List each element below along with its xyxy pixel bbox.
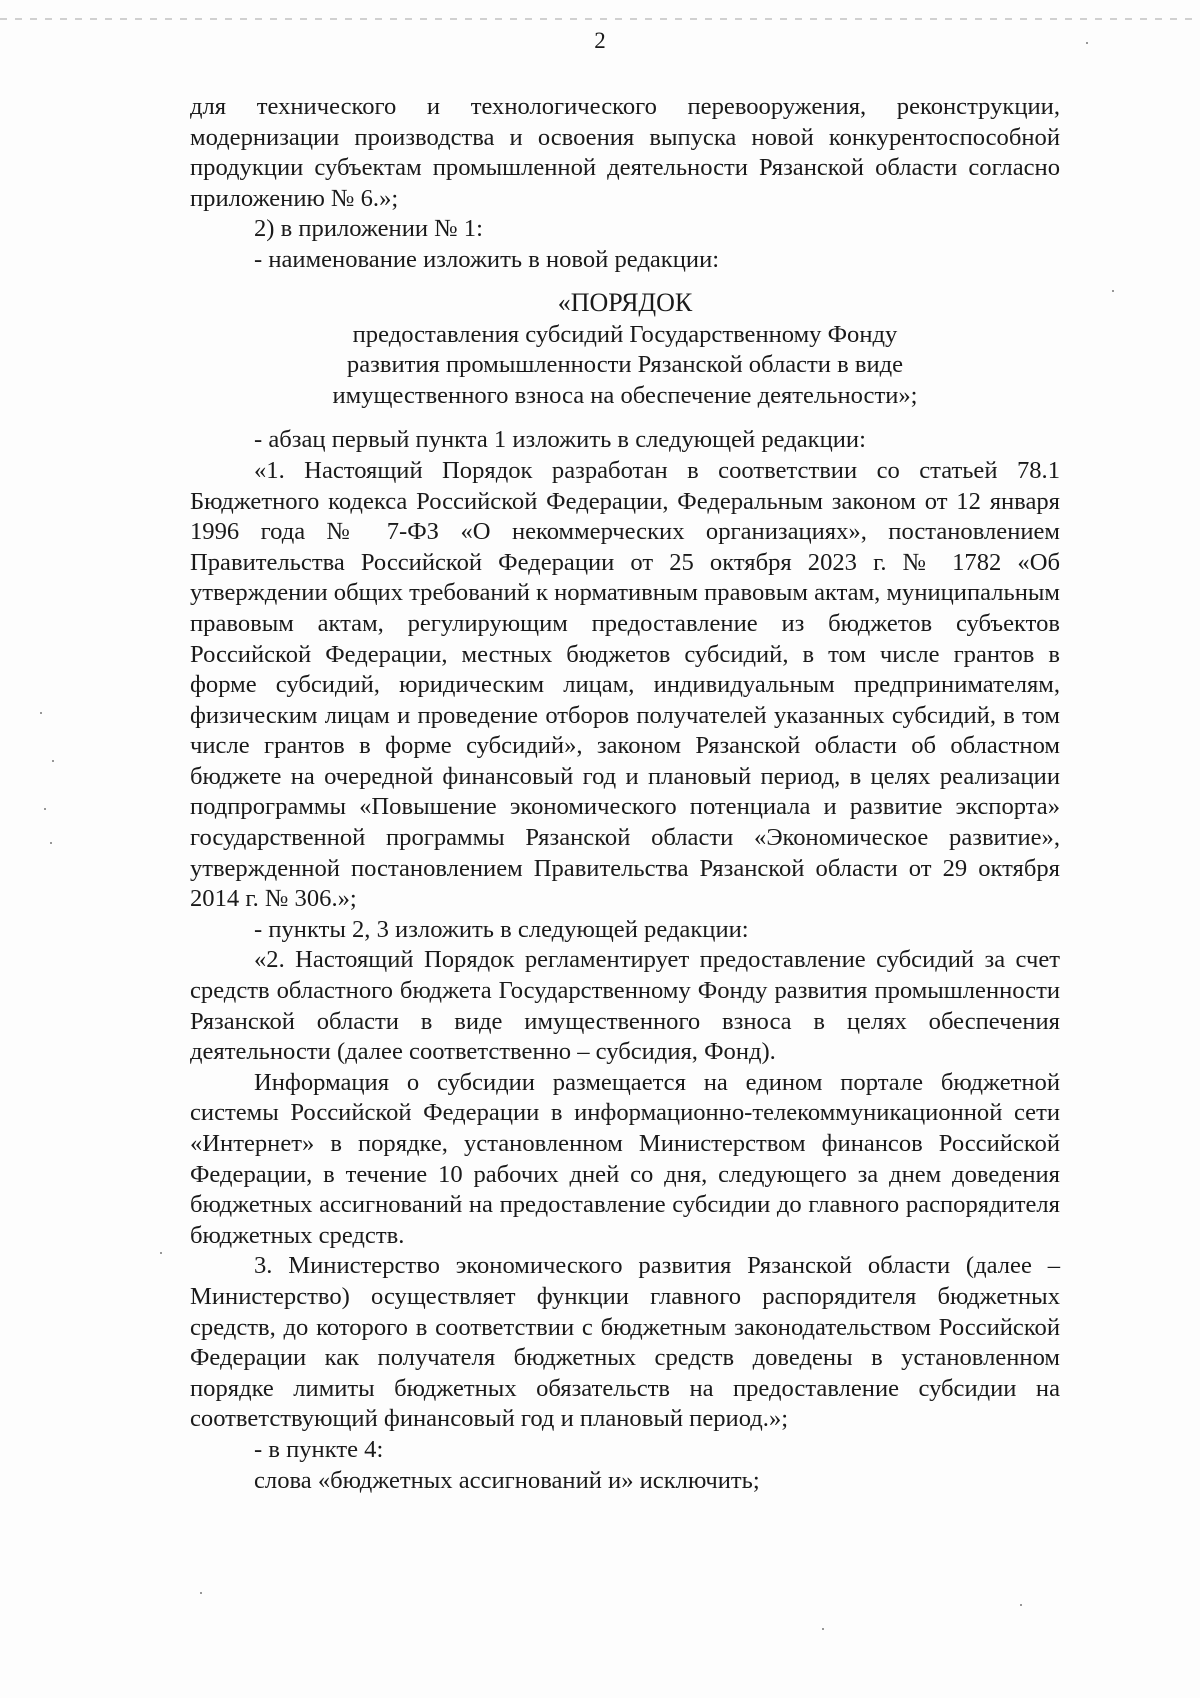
paragraph-rename-instruction: - наименование изложить в новой редакции: — [254, 245, 720, 273]
paragraph-annex-item: 2) в приложении № 1: — [254, 215, 483, 243]
paragraph-point2-text: «2. Настоящий Порядок регламентирует предоставление субсидий за счет средств областного бюджета Государственному Фонду развития промышленности Рязанской области в виде имущественного взноса в целях обеспечения деятельности (далее соответственно – субсидия, Фонд). — [190, 946, 1060, 1066]
procedure-title — [190, 286, 1060, 412]
title-line-1: «ПОРЯДОК — [557, 287, 693, 317]
scan-speck — [200, 1592, 202, 1594]
scan-speck — [44, 808, 46, 810]
page-number: 2 — [594, 28, 606, 53]
document-body — [190, 92, 1060, 1496]
scan-speck — [1112, 290, 1114, 292]
paragraph-subsidy-info: Информация о субсидии размещается на едином портале бюджетной системы Российской Федерации в информационно-телекоммуникационной сети «Интернет» в порядке, установленном Министерством финансов Российской Федерации, в течение 10 рабочих дней со дня, следующего за днем доведения бюджетных ассигнований на предоставление субсидии до главного распорядителя бюджетных средств. — [190, 1068, 1060, 1249]
scan-speck — [52, 760, 54, 762]
paragraph-point1-instruction: - абзац первый пункта 1 изложить в следующей редакции: — [254, 426, 866, 454]
scan-speck — [1086, 42, 1088, 44]
paragraph-point3-text: 3. Министерство экономического развития Рязанской области (далее – Министерство) осуществляет функции главного распорядителя бюджетных средств, до которого в соответствии с бюджетным законодательством Российской Федерации как получателя бюджетных средств доведены в установленном порядке лимиты бюджетных обязательств на предоставление субсидии на соответствующий финансовый год и плановый период.»; — [190, 1252, 1060, 1433]
scan-edge-artifact — [0, 18, 1200, 20]
scan-speck — [40, 712, 42, 714]
paragraph-words-removal: слова «бюджетных ассигнований и» исключить; — [254, 1466, 760, 1494]
scan-speck — [50, 842, 52, 844]
scan-speck — [822, 1628, 824, 1630]
title-line-4: имущественного взноса на обеспечение деятельности»; — [332, 381, 918, 409]
paragraph-point4-instruction: - в пункте 4: — [254, 1435, 384, 1463]
title-line-2: предоставления субсидий Государственному Фонду — [352, 320, 898, 348]
paragraph-point1-text: «1. Настоящий Порядок разработан в соответствии со статьей 78.1 Бюджетного кодекса Российской Федерации, Федеральным законом от 12 января 1996 года № 7-ФЗ «О некоммерческих организациях», постановлением Правительства Российской Федерации от 25 октября 2023 г. № 1782 «Об утверждении общих требований к нормативным правовым актам, муниципальным правовым актам, регулирующим предоставление из бюджетов субъектов Российской Федерации, местных бюджетов субсидий, в том числе грантов в форме субсидий, юридическим лицам, индивидуальным предпринимателям, физическим лицам и проведение отборов получателей указанных субсидий, в том числе грантов в форме субсидий», законом Рязанской области об областном бюджете на очередной финансовый год и плановый период, в целях реализации подпрограммы «Повышение экономического потенциала и развитие экспорта» государственной программы Рязанской области «Экономическое развитие», утвержденной постановлением Правительства Рязанской области от 29 октября 2014 г. № 306.»; — [190, 456, 1060, 913]
paragraph-continuation: для технического и технологического перевооружения, реконструкции, модернизации производства и освоения выпуска новой конкурентоспособной продукции субъектам промышленной деятельности Рязанской области согласно приложению № 6.»; — [190, 93, 1060, 212]
title-line-3: развития промышленности Рязанской области в виде — [346, 351, 904, 379]
scan-speck — [160, 1252, 162, 1254]
scan-speck — [1020, 1604, 1022, 1606]
paragraph-points23-instruction: - пункты 2, 3 изложить в следующей редакции: — [254, 915, 749, 943]
